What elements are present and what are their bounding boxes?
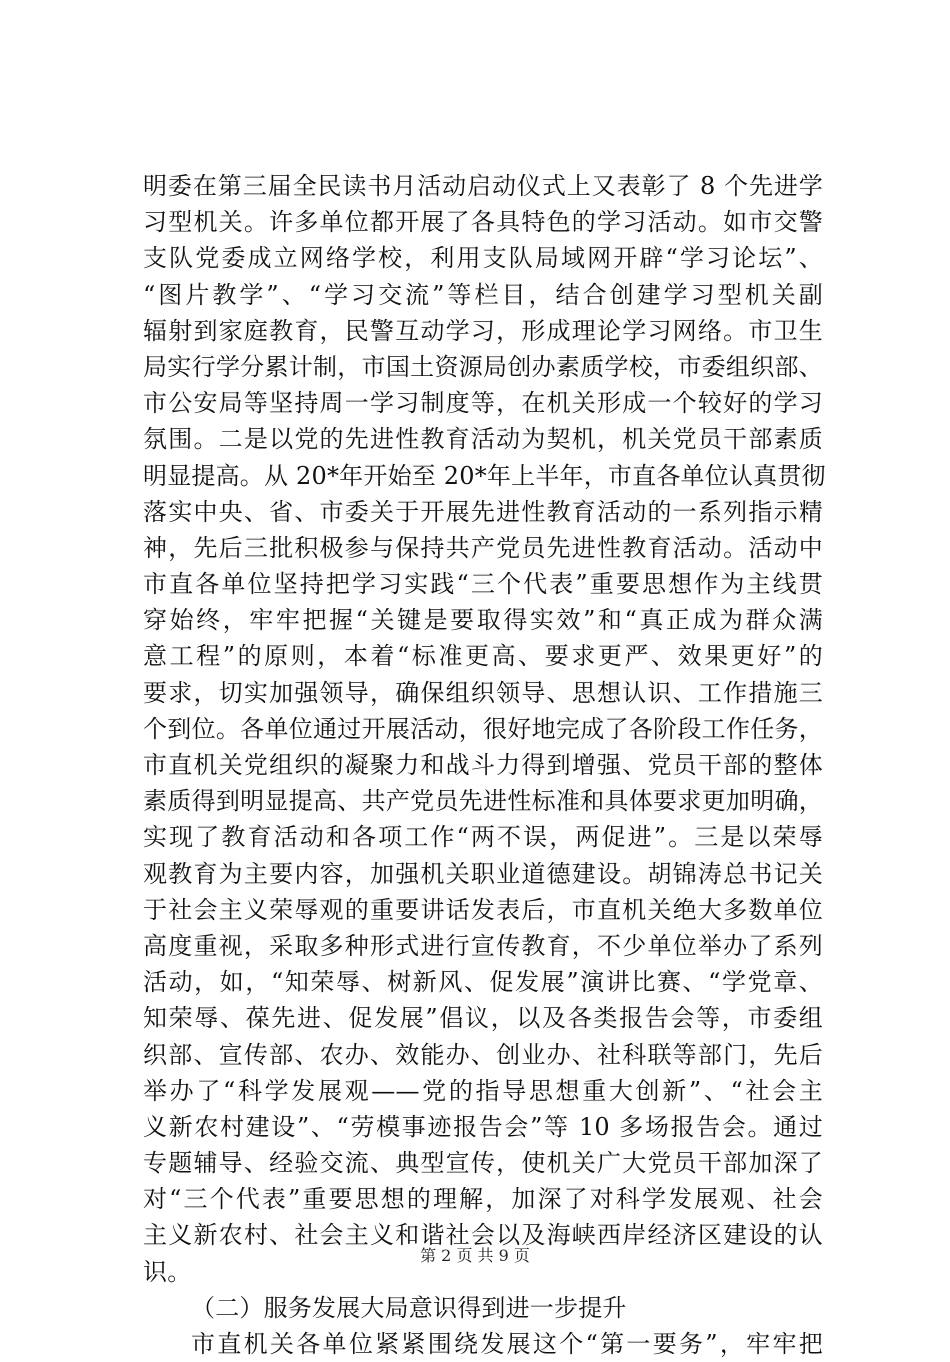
paragraph-line: 氛围。二是以党的先进性教育活动为契机，机关党员干部素质 [143,425,823,454]
paragraph-line: 支队党委成立网络学校，利用支队局域网开辟“学习论坛”、 [143,244,823,273]
paragraph-line: 识。 [143,1257,192,1286]
paragraph-line: 个到位。各单位通过开展活动，很好地完成了各阶段工作任务， [143,714,823,743]
paragraph-line: 明委在第三届全民读书月活动启动仪式上又表彰了 8 个先进学 [143,172,823,200]
paragraph-line: 落实中央、省、市委关于开展先进性教育活动的一系列指示精 [143,497,823,526]
paragraph-line: 于社会主义荣辱观的重要讲话发表后，市直机关绝大多数单位 [143,895,823,924]
paragraph-line: 对“三个代表”重要思想的理解，加深了对科学发展观、社会 [143,1185,823,1214]
paragraph-line: “图片教学”、“学习交流”等栏目，结合创建学习型机关副 [143,280,823,309]
paragraph-line: 局实行学分累计制，市国土资源局创办素质学校，市委组织部、 [143,352,823,381]
paragraph-line: 辐射到家庭教育，民警互动学习，形成理论学习网络。市卫生 [143,316,823,345]
paragraph-line: 意工程”的原则，本着“标准更高、要求更严、效果更好”的 [143,642,823,671]
page-number-footer: 第 2 页 共 9 页 [420,1246,530,1265]
paragraph-line: 活动，如，“知荣辱、树新风、促发展”演讲比赛、“学党章、 [143,968,823,997]
paragraph-line: 义新农村建设”、“劳模事迹报告会”等 10 多场报告会。通过 [143,1112,823,1141]
paragraph-line: 知荣辱、葆先进、促发展”倡议，以及各类报告会等，市委组 [143,1004,823,1033]
paragraph-line: 素质得到明显提高、共产党员先进性标准和具体要求更加明确， [143,787,823,816]
paragraph-line: 市直机关各单位紧紧围绕发展这个“第一要务”，牢牢把 [191,1330,823,1358]
paragraph-line: 要求，切实加强领导，确保组织领导、思想认识、工作措施三 [143,678,823,707]
paragraph-line: 举办了“科学发展观——党的指导思想重大创新”、“社会主 [143,1076,823,1105]
paragraph-line: 实现了教育活动和各项工作“两不误，两促进”。三是以荣辱 [143,823,823,852]
paragraph-line: 市直各单位坚持把学习实践“三个代表”重要思想作为主线贯 [143,570,823,599]
paragraph-line: 市公安局等坚持周一学习制度等，在机关形成一个较好的学习 [143,389,823,418]
paragraph-line: 习型机关。许多单位都开展了各具特色的学习活动。如市交警 [143,208,823,237]
paragraph-line: 穿始终，牢牢把握“关键是要取得实效”和“真正成为群众满 [143,606,823,635]
paragraph-line: 织部、宣传部、农办、效能办、创业办、社科联等部门，先后 [143,1040,823,1069]
paragraph-line: 观教育为主要内容，加强机关职业道德建设。胡锦涛总书记关 [143,859,823,888]
paragraph-line: 明显提高。从 20*年开始至 20*年上半年，市直各单位认真贯彻 [143,461,826,490]
section-heading: （二）服务发展大局意识得到进一步提升 [191,1293,627,1322]
paragraph-line: 主义新农村、社会主义和谐社会以及海峡西岸经济区建设的认 [143,1221,823,1250]
paragraph-line: 高度重视，采取多种形式进行宣传教育，不少单位举办了系列 [143,931,823,960]
paragraph-line: 专题辅导、经验交流、典型宣传，使机关广大党员干部加深了 [143,1149,823,1178]
body-text [143,168,826,1362]
paragraph-line: 市直机关党组织的凝聚力和战斗力得到增强、党员干部的整体 [143,751,823,779]
paragraph-line: 神，先后三批积极参与保持共产党员先进性教育活动。活动中 [143,533,823,562]
